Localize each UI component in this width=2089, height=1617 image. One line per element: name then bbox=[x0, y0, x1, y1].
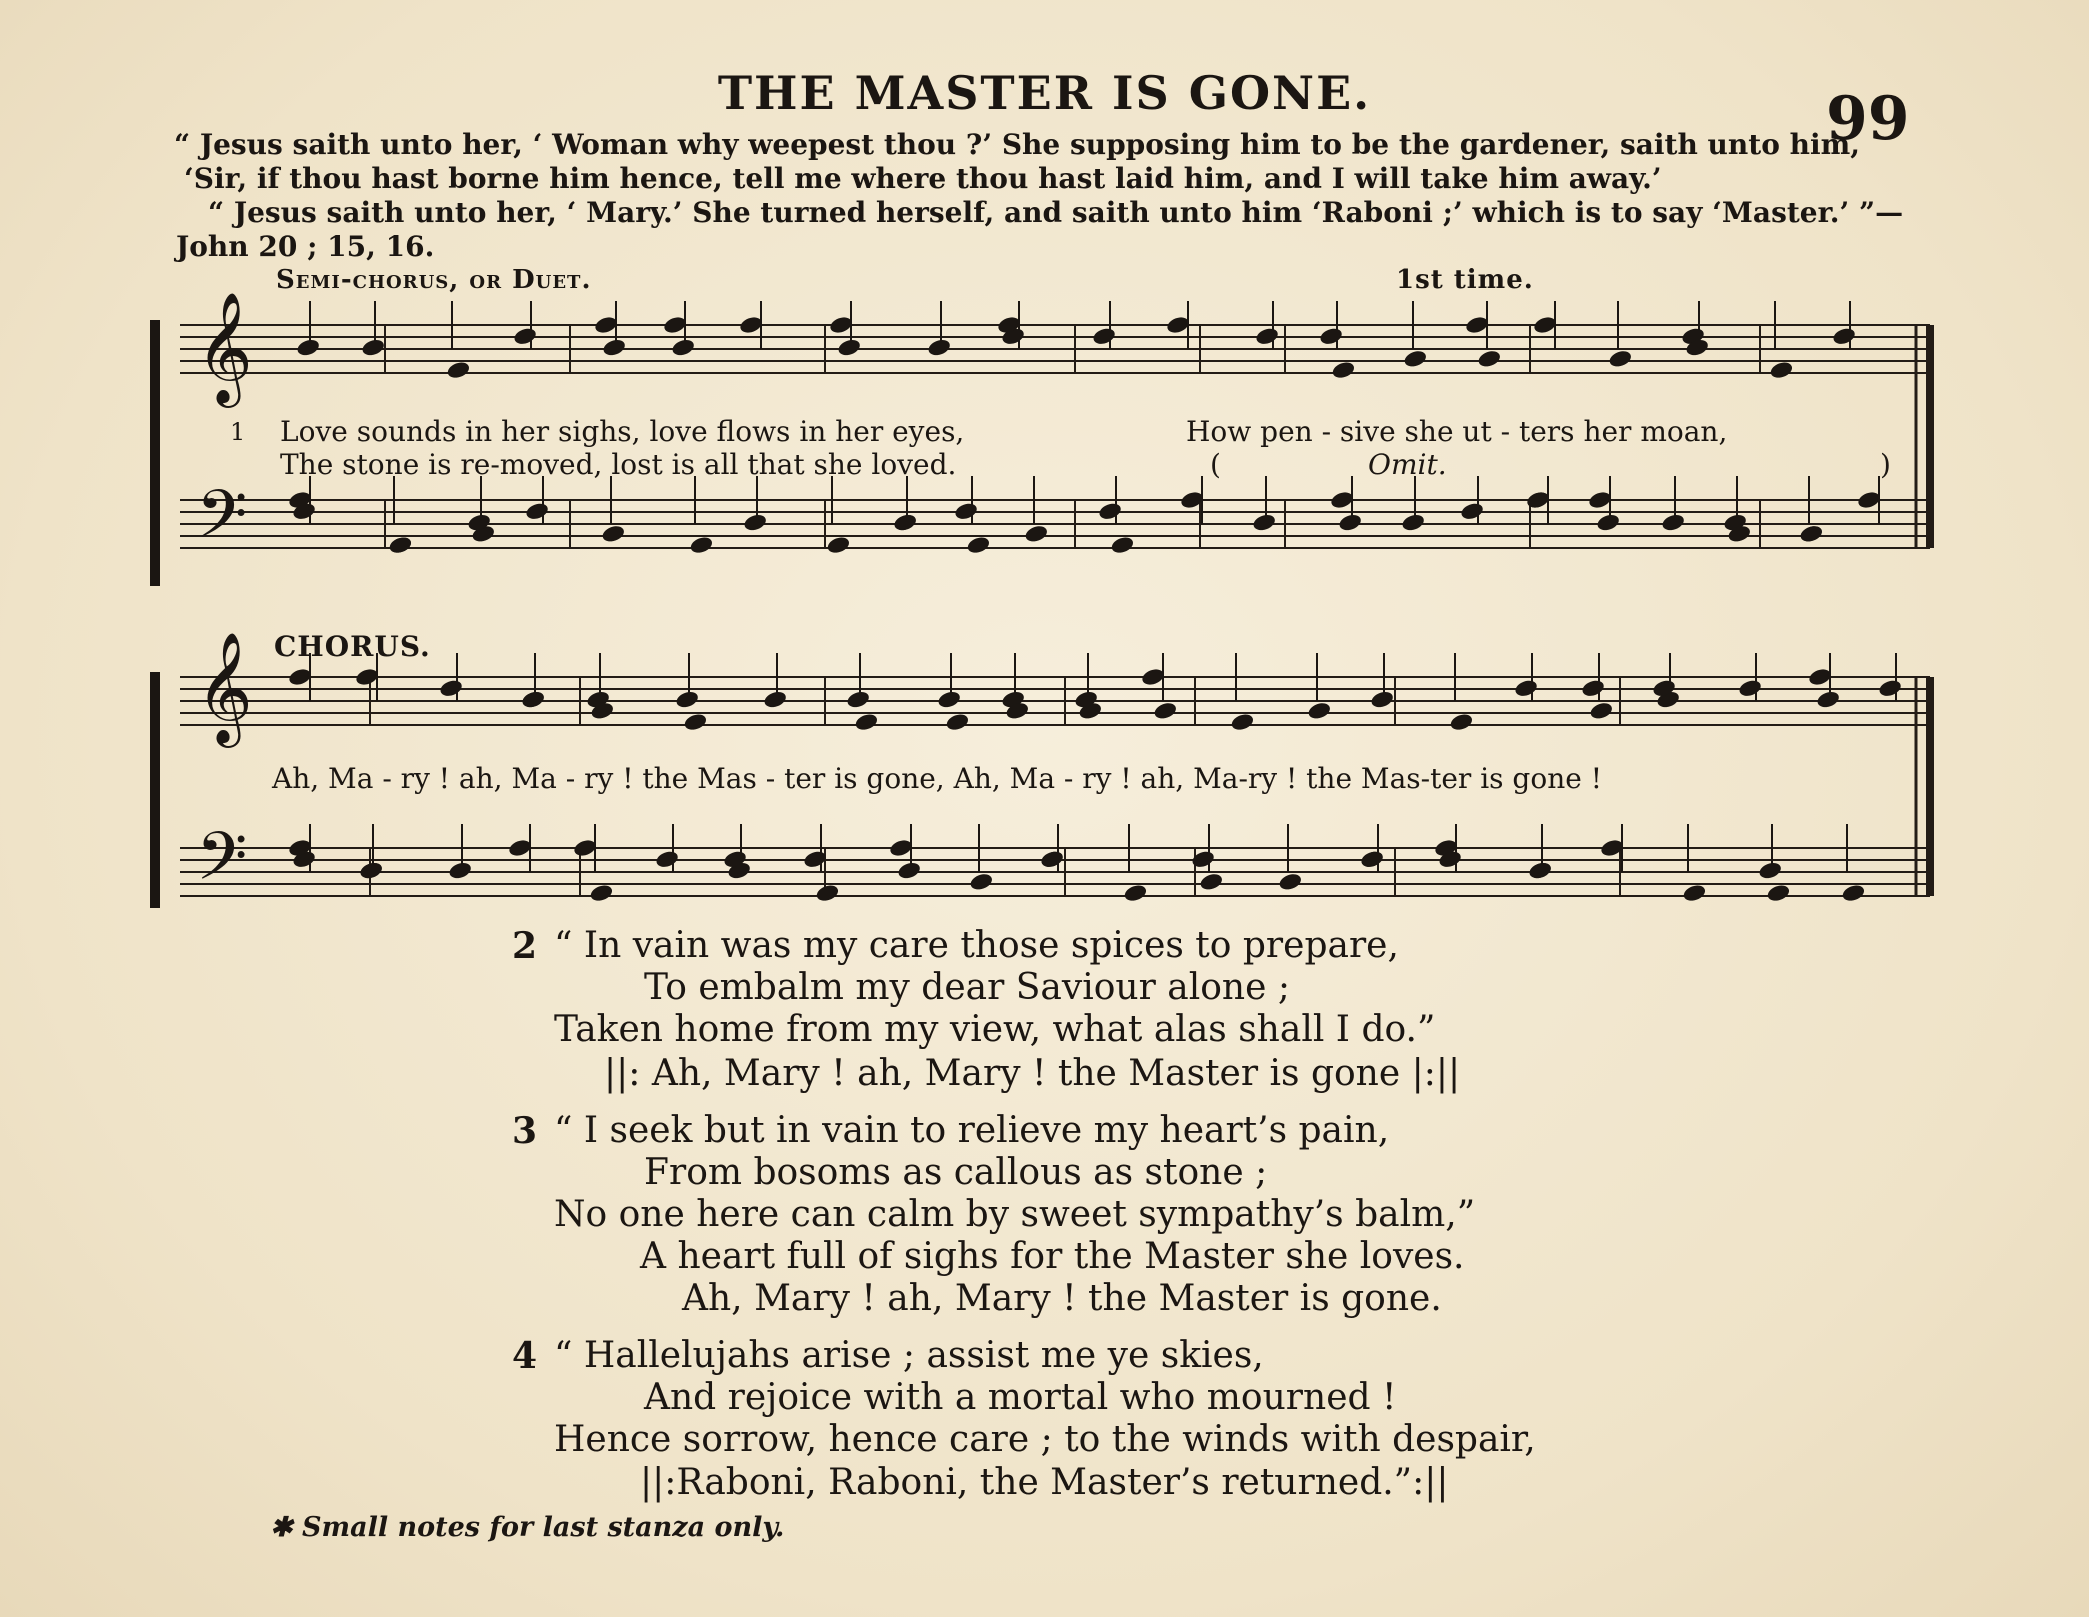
epigraph-line: “ Jesus saith unto her, ‘ Mary.’ She turned herself, and saith unto him ‘Raboni ;’ which is to say ‘Master.’ ”— bbox=[208, 196, 1904, 229]
chorus-label: CHORUS. bbox=[274, 630, 431, 663]
verse-line: “ I seek but in vain to relieve my heart’s pain, bbox=[554, 1110, 1390, 1151]
verse-line: Taken home from my view, what alas shall I do.” bbox=[554, 1009, 1436, 1050]
footnote: ✱ Small notes for last stanza only. bbox=[270, 1512, 785, 1543]
verse-number: 4 bbox=[512, 1335, 538, 1377]
system-bracket bbox=[150, 320, 160, 586]
semi-chorus-label: Semi-chorus, or Duet. bbox=[276, 265, 592, 295]
verse-line: No one here can calm by sweet sympathy’s balm,” bbox=[554, 1194, 1476, 1235]
page-title: THE MASTER IS GONE. bbox=[717, 66, 1372, 120]
chorus-lyrics: Ah, Ma - ry ! ah, Ma - ry ! the Mas - ter is gone, Ah, Ma - ry ! ah, Ma-ry ! the Mas-ter is gone ! bbox=[272, 762, 1602, 795]
verse-line: To embalm my dear Saviour alone ; bbox=[644, 967, 1290, 1008]
epigraph-line: ‘Sir, if thou hast borne him hence, tell me where thou hast laid him, and I will take him away.’ bbox=[184, 162, 1662, 195]
epigraph-line: “ Jesus saith unto her, ‘ Woman why weepest thou ?’ She supposing him to be the gardener, saith unto him, bbox=[174, 128, 1860, 161]
verse-line: “ Hallelujahs arise ; assist me ye skies, bbox=[554, 1335, 1264, 1376]
page-number: 99 bbox=[1826, 84, 1910, 154]
verse-line: ||: Ah, Mary ! ah, Mary ! the Master is gone |:|| bbox=[604, 1053, 1461, 1094]
treble-clef-icon: 𝄞 bbox=[196, 291, 253, 403]
omit-label: Omit. bbox=[1368, 448, 1447, 481]
clefs bbox=[196, 291, 253, 911]
staff-lines bbox=[180, 325, 1930, 896]
verse-line: ||:Raboni, Raboni, the Master’s returned.”:|| bbox=[640, 1462, 1449, 1503]
bass-clef-icon: 𝄢 bbox=[196, 476, 248, 569]
stanza-number: 1 bbox=[230, 418, 246, 446]
verse-line: “ In vain was my care those spices to prepare, bbox=[554, 925, 1399, 966]
verse-line: And rejoice with a mortal who mourned ! bbox=[644, 1377, 1397, 1418]
verse-line: From bosoms as callous as stone ; bbox=[644, 1152, 1268, 1193]
notes bbox=[287, 301, 1903, 903]
lyric-line: How pen - sive she ut - ters her moan, bbox=[1186, 415, 1728, 448]
verse-number: 3 bbox=[512, 1110, 538, 1152]
lyric-line: The stone is re-moved, lost is all that she loved. bbox=[280, 448, 957, 481]
first-time-label: 1st time. bbox=[1396, 265, 1534, 295]
verse-number: 2 bbox=[512, 925, 538, 967]
epigraph-line: John 20 ; 15, 16. bbox=[176, 230, 435, 263]
verse-line: Hence sorrow, hence care ; to the winds with despair, bbox=[554, 1419, 1536, 1460]
system-bracket bbox=[150, 672, 160, 908]
lyric-line: ) bbox=[1880, 448, 1891, 481]
bass-clef-icon: 𝄢 bbox=[196, 818, 248, 911]
lyric-line: Love sounds in her sighs, love flows in her eyes, bbox=[280, 415, 965, 448]
lyric-line: ( bbox=[1210, 448, 1221, 481]
verse-line: Ah, Mary ! ah, Mary ! the Master is gone. bbox=[682, 1278, 1442, 1319]
verse-line: A heart full of sighs for the Master she loves. bbox=[640, 1236, 1465, 1277]
treble-clef-icon: 𝄞 bbox=[196, 631, 253, 743]
